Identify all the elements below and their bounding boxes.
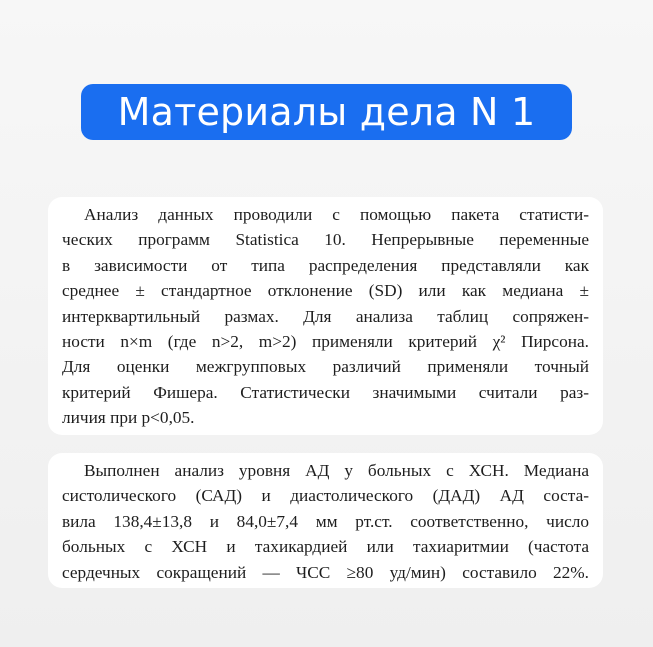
text-line: в зависимости от типа распределения представляли как <box>62 255 589 275</box>
text-line: интерквартильный размах. Для анализа таблиц сопряжен- <box>62 306 589 326</box>
text-line: систолического (САД) и диастолического (ДАД) АД соста- <box>62 486 589 506</box>
title-badge <box>81 84 572 140</box>
text-line: вила 138,4±13,8 и 84,0±7,4 мм рт.ст. соответственно, число <box>62 511 589 531</box>
text-card-methods <box>48 197 603 435</box>
text-line: Для оценки межгрупповых различий применяли точный <box>62 357 589 377</box>
text-line: больных с ХСН и тахикардией или тахиаритмии (частота <box>62 537 589 557</box>
text-line: сердечных сокращений — ЧСС ≥80 уд/мин) составило 22%. <box>62 562 589 582</box>
text-line: личия при p<0,05. <box>62 408 195 428</box>
page-title: Материалы дела N 1 <box>117 90 536 134</box>
text-line: среднее ± стандартное отклонение (SD) или как медиана ± <box>62 281 589 301</box>
text-line: ческих программ Statistica 10. Непрерывные переменные <box>62 230 589 250</box>
text-card-results <box>48 453 603 588</box>
text-line: Анализ данных проводили с помощью пакета статисти- <box>84 205 589 224</box>
text-line: ности n×m (где n>2, m>2) применяли критерий χ² Пирсона. <box>62 332 589 352</box>
text-line: Выполнен анализ уровня АД у больных с ХСН. Медиана <box>84 461 589 480</box>
text-line: критерий Фишера. Статистически значимыми считали раз- <box>62 382 589 402</box>
